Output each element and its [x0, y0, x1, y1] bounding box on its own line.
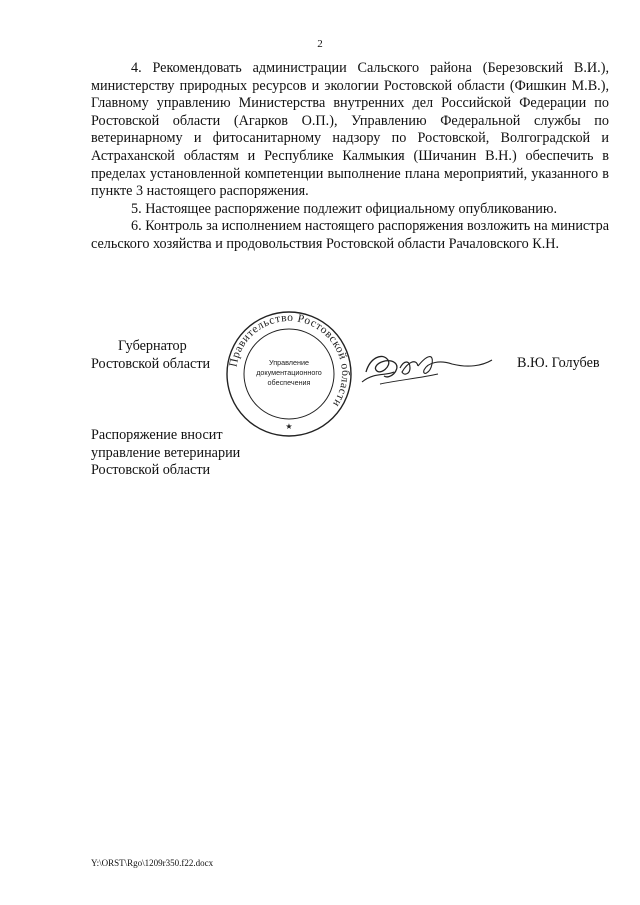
paragraph-5: 5. Настоящее распоряжение подлежит официальному опубликованию. [131, 200, 558, 217]
governor-title-line2: Ростовской области [91, 355, 211, 372]
page-number: 2 [317, 38, 323, 50]
note-line1: Распоряжение вносит [91, 427, 223, 443]
signer-name: В.Ю. Голубев [517, 355, 600, 371]
document-body [91, 60, 609, 254]
file-path-footer: Y:\ORST\Rgo\1209r350.f22.docx [91, 858, 214, 868]
seal-star-icon: ★ [285, 422, 293, 431]
paragraph-4: 4. Рекомендовать администрации Сальского района (Березовский В.И.), министерству природных ресурсов и экологии Ростовской области (Фишкин М.В.), Главному управлению Министерства внутренних дел Российской Федерации по Ростовской области (Агарков О.П.), Управлению Федеральной службы по ветеринарному и фитосанитарному надзору по Ростовской, Волгоградской и Астраханской областям и Республике Калмыкия (Шичанин В.Н.) обеспечить в пределах установленной компетенции выполнение плана мероприятий, указанного в пункте 3 настоящего распоряжения. [91, 60, 609, 200]
note-line2: управление ветеринарии [91, 444, 241, 461]
governor-title [91, 338, 210, 373]
signature-block [0, 310, 640, 440]
paragraph-6: 6. Контроль за исполнением настоящего распоряжения возложить на министра сельского хозяйства и продовольствия Ростовской области Рачаловского К.Н. [91, 218, 609, 252]
submitted-by-note [91, 427, 240, 480]
note-line3: Ростовской области [91, 462, 211, 479]
seal-inner-line1: Управление [269, 358, 309, 367]
handwritten-signature [360, 342, 495, 390]
seal-inner-line2: документационного [256, 368, 322, 377]
seal-outer-text: Правительство Ростовской области [227, 311, 352, 410]
seal-inner-line3: обеспечения [267, 378, 311, 387]
governor-title-line1: Губернатор [118, 338, 187, 354]
official-seal [225, 310, 353, 438]
